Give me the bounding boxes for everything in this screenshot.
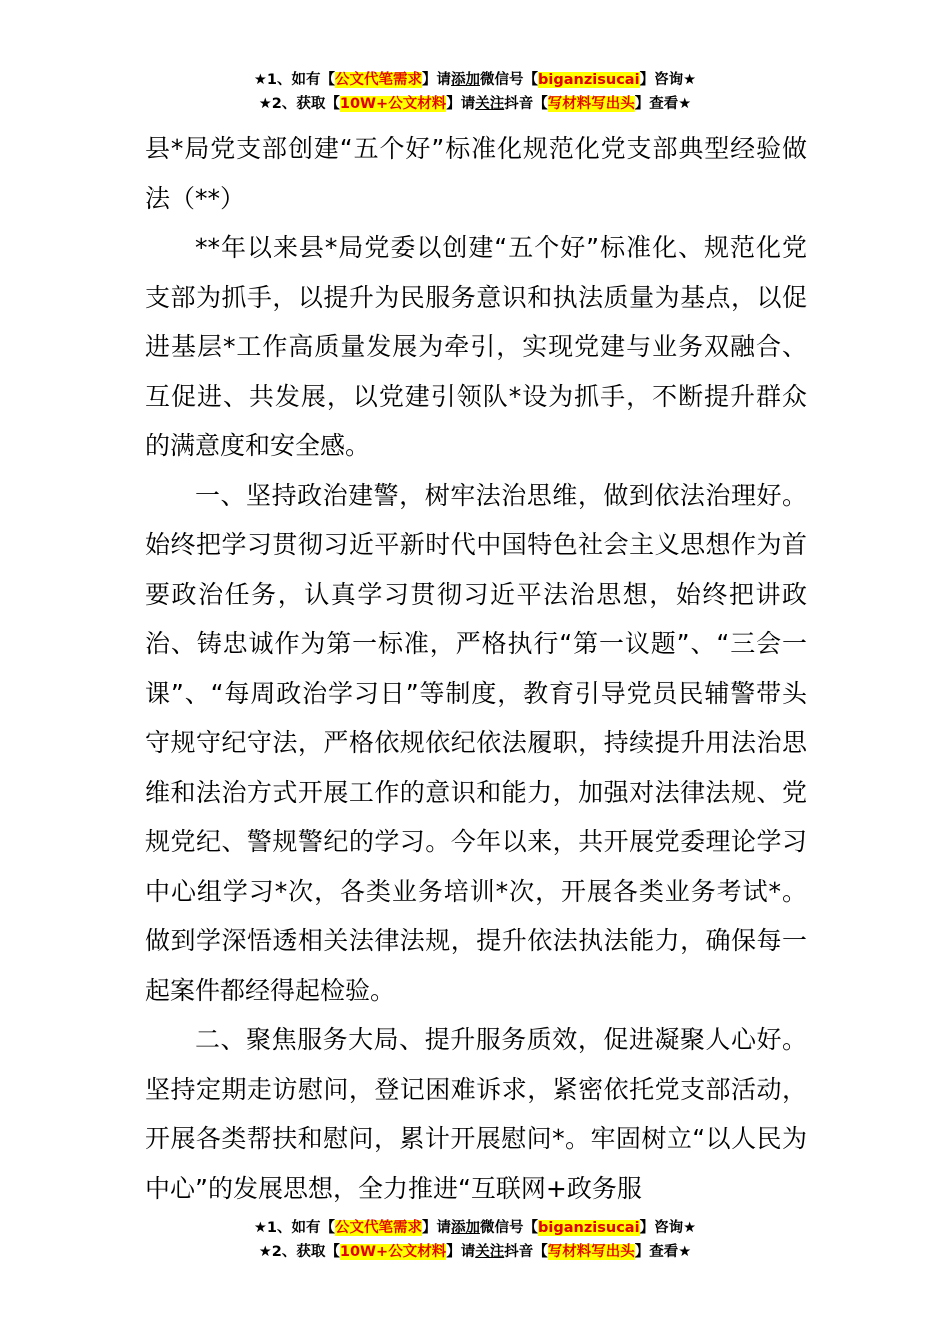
- highlight-text: 10W+公文材料: [339, 96, 447, 112]
- footer-banner: [0, 1216, 950, 1264]
- paragraph-section-2: 二、聚焦服务大局、提升服务质效，促进凝聚人心好。坚持定期走访慰问，登记困难诉求，紧密依托党支部活动，开展各类帮扶和慰问，累计开展慰问*。牢固树立“以人民为中心”的发展思想，全力推进“互联网+政务服: [145, 1025, 807, 1203]
- highlight-text: 10W+公文材料: [339, 1244, 447, 1260]
- document-title: 县*局党支部创建“五个好”标准化规范化党支部典型经验做法（**）: [145, 134, 807, 213]
- highlight-text: 公文代笔需求: [335, 72, 423, 88]
- highlight-text: 公文代笔需求: [335, 1220, 423, 1236]
- banner-line-2: ★2、获取【10W+公文材料】请关注抖音【写材料写出头】查看★: [258, 96, 692, 112]
- douyin-account: 写材料写出头: [547, 1244, 635, 1260]
- douyin-account: 写材料写出头: [547, 96, 635, 112]
- header-banner: [0, 68, 950, 116]
- banner-line-2: ★2、获取【10W+公文材料】请关注抖音【写材料写出头】查看★: [258, 1244, 692, 1260]
- banner-line-1: ★1、如有【公文代笔需求】请添加微信号【biganzisucai】咨询★: [253, 1220, 697, 1236]
- wechat-id: biganzisucai: [538, 1220, 640, 1236]
- document-body: [145, 124, 807, 1213]
- wechat-id: biganzisucai: [538, 72, 640, 88]
- banner-line-1: ★1、如有【公文代笔需求】请添加微信号【biganzisucai】咨询★: [253, 72, 697, 88]
- paragraph-intro: **年以来县*局党委以创建“五个好”标准化、规范化党支部为抓手，以提升为民服务意识和执法质量为基点，以促进基层*工作高质量发展为牵引，实现党建与业务双融合、互促进、共发展，以党建引领队*设为抓手，不断提升群众的满意度和安全感。: [145, 233, 807, 460]
- paragraph-section-1: 一、坚持政治建警，树牢法治思维，做到依法治理好。始终把学习贯彻习近平新时代中国特色社会主义思想作为首要政治任务，认真学习贯彻习近平法治思想，始终把讲政治、铸忠诚作为第一标准，严格执行“第一议题”、“三会一课”、“每周政治学习日”等制度，教育引导党员民辅警带头守规守纪守法，严格依规依纪依法履职，持续提升用法治思维和法治方式开展工作的意识和能力，加强对法律法规、党规党纪、警规警纪的学习。今年以来，共开展党委理论学习中心组学习*次，各类业务培训*次，开展各类业务考试*。做到学深悟透相关法律法规，提升依法执法能力，确保每一起案件都经得起检验。: [145, 480, 807, 1005]
